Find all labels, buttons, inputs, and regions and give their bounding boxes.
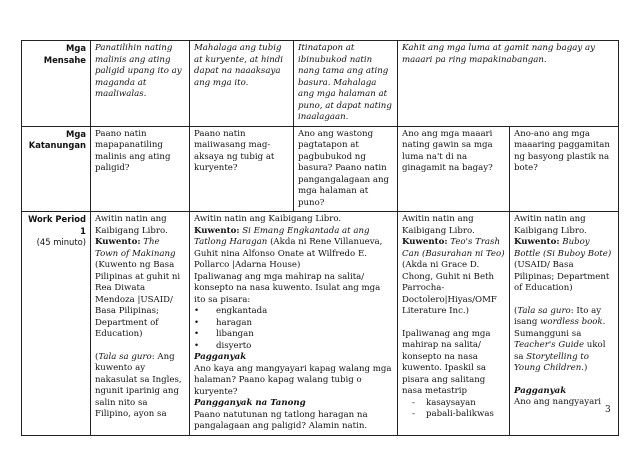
work3-credits: (Akda ni Grace D. Chong, Guhit ni Beth Parrocha-Doctolero|Hiyas/OMF Literature Inc.) xyxy=(402,260,497,316)
work-cell-4 xyxy=(510,212,619,436)
katanungan-cell-2: Paano natin maiiwasang mag-aksaya ng tubig at kuryente? xyxy=(190,126,294,212)
work3-kuwento-label: Kuwento: xyxy=(402,237,448,247)
work2-song: Awitin natin ang Kaibigang Libro. xyxy=(194,214,342,224)
work2-bullet-2: • haragan xyxy=(194,317,253,328)
work3-dash-2: - pabali-balikwas xyxy=(412,409,494,419)
work1-tala-text: : Ang kuwento ay nakasulat sa Ingles, ngunit iparinig ang salin nito sa Filipino, ayon sa xyxy=(95,351,182,419)
katanungan-cell-1: Paano natin mapapanatiling malinis ang ating paligid? xyxy=(91,126,190,212)
work3-dash-1: - kasaysayan xyxy=(412,397,476,408)
work4-tala-text: : Ito ay isang xyxy=(514,305,602,327)
mensahe-cell-4: Kahit ang mga luma at gamit nang bagay ay maaari pa ring mapakinabangan. xyxy=(398,41,619,127)
work2-kuwento-label: Kuwento: xyxy=(194,225,240,236)
work3-instructions: Ipaliwanag ang mga mahirap na salita/ konsepto na nasa kuwento. Ipaskil sa pisara ang salitang nasa metastrip xyxy=(402,328,491,396)
work2-bullet-4: • disyerto xyxy=(194,340,252,351)
work1-story-title: The Town of Makinang xyxy=(95,237,176,259)
work1-credits: (Kuwento ng Basa Pilipinas at guhit ni Rea Diwata Mendoza |USAID/ Basa Pilipinas; Department of Education) xyxy=(95,260,181,339)
work4-spacer xyxy=(514,295,614,306)
work4-spacer-2 xyxy=(514,375,614,386)
row-katanungan xyxy=(22,126,619,212)
work2-bullet-1: • engkantada xyxy=(194,306,268,316)
work3-spacer xyxy=(402,318,505,329)
work4-tala-text3: ukol sa xyxy=(514,340,606,362)
katanungan-cell-4: Ano ang mga maaari nating gawin sa mga luma na't di na ginagamit na bagay? xyxy=(398,126,510,212)
work4-wordless: wordless book xyxy=(540,317,603,327)
work4-tala-label: Tala sa guro xyxy=(517,305,571,316)
header-work-period xyxy=(22,212,91,436)
header-katanungan-line2: Katanungan xyxy=(28,140,86,150)
mensahe-cell-1: Panatilihin nating malinis ang ating paligid upang ito ay maganda at maaliwalas. xyxy=(91,41,190,127)
lesson-plan-table xyxy=(21,40,619,436)
work2-story-title: Si Emang Engkantada at ang Tatlong Haragan xyxy=(194,225,370,247)
work1-spacer xyxy=(95,341,185,352)
work4-song: Awitin natin ang Kaibigang Libro. xyxy=(514,214,587,236)
work-cell-3 xyxy=(398,212,510,436)
work1-tala-open: ( xyxy=(95,351,99,362)
work4-pagganyak-heading: Pagganyak xyxy=(514,385,567,396)
work-period-duration: (45 minuto) xyxy=(36,237,86,247)
work4-tala-text2: . Sumangguni sa xyxy=(514,317,606,339)
mensahe-cell-2: Mahalaga ang tubig at kuryente, at hindi dapat na naaaksaya ang mga ito. xyxy=(190,41,294,127)
work-cell-1 xyxy=(91,212,190,436)
work-cell-2 xyxy=(190,212,398,436)
header-mga-mensahe: Mga Mensahe xyxy=(22,41,91,127)
work4-tala-close: .) xyxy=(581,363,588,373)
work3-story-title: Teo's Trash Can (Basurahan ni Teo) xyxy=(402,237,505,259)
work4-credits: (USAID/ Basa Pilipinas; Department of Education) xyxy=(514,260,610,293)
work4-kuwento-label: Kuwento: xyxy=(514,237,560,247)
work4-pagganyak-text: Ano ang nangyayari xyxy=(514,397,602,407)
row-mensahe xyxy=(22,41,619,127)
work2-credits: (Akda ni Rene Villanueva, Guhit nina Alfonso Onate at Wilfredo E. Pollarco |Adarna House) xyxy=(194,237,383,270)
mensahe-cell-3: Itinatapon at ibinubukod natin nang tama ang ating basura. Mahalaga ang mga halaman at puno, at dapat nating inaalagaan. xyxy=(294,41,398,127)
work4-storytelling: Storytelling to Young Children xyxy=(514,351,589,373)
row-work-period xyxy=(22,212,619,436)
work-period-label: Work Period 1 xyxy=(28,214,86,236)
katanungan-cell-3: Ano ang wastong pagtatapon at pagbubukod ng basura? Paano natin pangangalagaan ang mga halaman at puno? xyxy=(294,126,398,212)
work2-pagganyak-text: Ano kaya ang mangyayari kapag walang mga halaman? Paano kapag walang tubig o kuryente? xyxy=(194,363,392,397)
work1-song: Awitin natin ang Kaibigang Libro. xyxy=(95,214,168,236)
work2-pangganyak-tanong-text: Paano natutunan ng tatlong haragan na pangalagaan ang paligid? Alamin natin. xyxy=(194,409,368,431)
katanungan-cell-5: Ano-ano ang mga maaaring paggamitan ng basyong plastik na bote? xyxy=(510,126,619,212)
work2-instructions: Ipaliwanag ang mga mahirap na salita/ konsepto na nasa kuwento. Isulat ang mga ito sa pisara: xyxy=(194,271,381,305)
page-number: 3 xyxy=(605,405,611,415)
work2-bullet-3: • libangan xyxy=(194,329,254,339)
work2-pangganyak-tanong-heading: Pangganyak na Tanong xyxy=(194,398,306,408)
work4-tala-open: ( xyxy=(514,305,518,316)
work1-kuwento-label: Kuwento: xyxy=(95,237,141,247)
work4-story-title: Buboy Bottle (Si Buboy Bote) xyxy=(514,237,612,259)
work1-tala-label: Tala sa guro xyxy=(98,351,152,362)
work3-song: Awitin natin ang Kaibigang Libro. xyxy=(402,214,475,236)
work2-pagganyak-heading: Pagganyak xyxy=(194,352,247,362)
work4-teachers-guide: Teacher's Guide xyxy=(514,340,585,350)
header-mga-katanungan xyxy=(22,126,91,212)
header-katanungan-line1: Mga xyxy=(66,128,86,139)
